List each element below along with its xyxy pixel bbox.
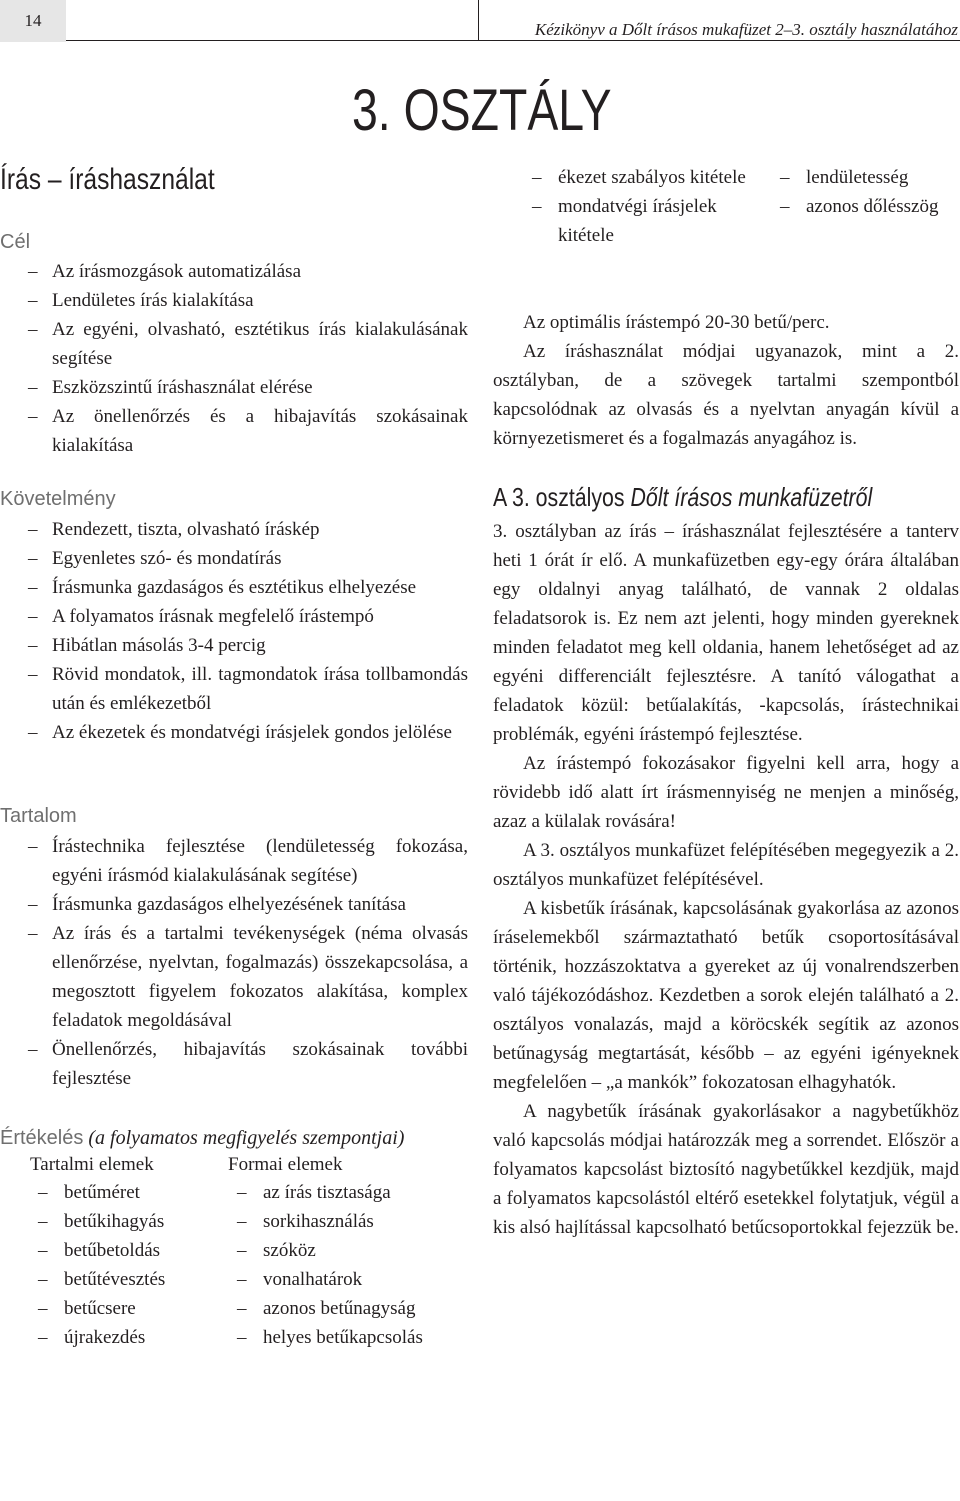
kovetelmeny-list [0, 515, 468, 747]
right-list-col1 [532, 163, 752, 250]
list-item: – Írásmunka gazdaságos elhelyezésének tanítása [0, 890, 468, 919]
list-item: – helyes betűkapcsolás [237, 1323, 423, 1352]
list-item: – lendületesség [780, 163, 960, 192]
section-title-plain: A 3. osztályos [493, 482, 631, 512]
list-item: – Eszközszintű íráshasználat elérése [0, 373, 468, 402]
section-title-italic: Dőlt írásos munkafüzetről [630, 482, 873, 512]
list-item: – azonos dőlésszög [780, 192, 960, 221]
header-rule [66, 40, 960, 41]
list-item: – mondatvégi írásjelek kitétele [532, 192, 752, 250]
list-item: – A folyamatos írásnak megfelelő írástempó [0, 602, 468, 631]
paragraph: A kisbetűk írásának, kapcsolásának gyakorlása az azonos íráselemekből származtatható betűk csoportosításával történik, hozzászoktatva a gyereket az új vonalrendszerben való tájékozódáshoz. Kezdetben a sorok elején található a 2. osztályos vonalazás, majd a köröcskék segítik az azonos betűnagyság megtartását, később – az egyéni igényeknek megfelelően – „a mankók” fokozatosan elhagyhatók. [493, 898, 959, 1093]
list-item: – Az írás és a tartalmi tevékenységek (néma olvasás ellenőrzése, nyelvtan, fogalmazás) összekapcsolása, a megosztott figyelem fokozatos alakítása, komplex feladatok megoldásával [0, 919, 468, 1035]
section-label-cel: Cél [0, 231, 31, 253]
grade-title: 3. OSZTÁLY [352, 78, 612, 143]
list-item: – Írásmunka gazdaságos és esztétikus elhelyezése [0, 573, 468, 602]
list-item: – sorkihasználás [237, 1207, 423, 1236]
paragraph: A nagybetűk írásának gyakorlásakor a nagybetűkhöz való kapcsolás módjai határozzák meg a sorrendet. Először a folyamatos kapcsolást biztosító nagybetűkkel kezdjük, majd a folyamatos kapcsolástól eltérő esetekkel folytatjuk, végül a kis alsó hajlítással kapcsolható betűcsoportokkal fejezzük be. [493, 1101, 959, 1238]
section-title-workbook [493, 480, 872, 514]
list-item: – betűcsere [38, 1294, 165, 1323]
header-divider [478, 0, 479, 40]
content-elements-header: Tartalmi elemek [30, 1154, 154, 1175]
topic-title: Írás – íráshasználat [0, 163, 215, 196]
list-item: – Írástechnika fejlesztése (lendületesség fokozása, egyéni írásmód kialakulásának segítése) [0, 832, 468, 890]
paragraph: A 3. osztályos munkafüzet felépítésében megegyezik a 2. osztályos munkafüzet felépítésével. [493, 840, 959, 890]
paragraph: Az írástempó fokozásakor figyelni kell arra, hogy a rövidebb idő alatt írt írásmennyiség ne menjen a minőség, azaz a külalak rovására! [493, 753, 959, 832]
cel-list [0, 257, 468, 460]
ertekeles-subtitle: (a folyamatos megfigyelés szempontjai) [88, 1127, 405, 1149]
list-item: – betűkihagyás [38, 1207, 165, 1236]
list-item: – újrakezdés [38, 1323, 165, 1352]
page-number: 14 [0, 0, 66, 42]
right-list-col2 [780, 163, 960, 221]
running-title: Kézikönyv a Dőlt írásos mukafüzet 2–3. osztály használatához [534, 20, 958, 39]
list-item: – betűbetoldás [38, 1236, 165, 1265]
section-label-kovetelmeny: Követelmény [0, 488, 116, 510]
paragraph-tempo: Az optimális írástempó 20-30 betű/perc. [523, 312, 830, 333]
section-label-tartalom: Tartalom [0, 805, 77, 827]
list-item: – vonalhatárok [237, 1265, 423, 1294]
workbook-body [493, 517, 959, 1242]
paragraph-usage: Az íráshasználat módjai ugyanazok, mint a 2. osztályban, de a szövegek tartalmi szempontból kapcsolódnak az olvasás és a nyelvtan anyagán kívül a környezetismeret és a fogalmazás anyagához is. [493, 341, 959, 449]
content-elements-list [38, 1178, 165, 1352]
tartalom-list [0, 832, 468, 1093]
list-item: – Az önellenőrzés és a hibajavítás szokásainak kialakítása [0, 402, 468, 460]
list-item: – Rendezett, tiszta, olvasható íráskép [0, 515, 468, 544]
section-ertekeles [0, 1123, 404, 1153]
list-item: – Lendületes írás kialakítása [0, 286, 468, 315]
list-item: – az írás tisztasága [237, 1178, 423, 1207]
list-item: – Egyenletes szó- és mondatírás [0, 544, 468, 573]
list-item: – ékezet szabályos kitétele [532, 163, 752, 192]
list-item: – Önellenőrzés, hibajavítás szokásainak további fejlesztése [0, 1035, 468, 1093]
form-elements-header: Formai elemek [228, 1154, 343, 1175]
list-item: – Rövid mondatok, ill. tagmondatok írása tollbamondás után és emlékezetből [0, 660, 468, 718]
list-item: – betűtévesztés [38, 1265, 165, 1294]
paragraph: 3. osztályban az írás – íráshasználat fejlesztésére a tanterv heti 1 órát ír elő. A munkafüzetben egy-egy órára általában egy oldalnyi anyag található, de vannak 2 oldalas feladatsorok is. Ez nem azt jelenti, hogy minden gyereknek minden feladatot meg kell oldania, hanem lehetőséget ad az egyéni differenciált fejlesztésre. A tanító válogathat a feladatok közül: betűalakítás, -kapcsolás, írástechnikai problémák, egyéni írástempó fejlesztése. [493, 521, 959, 745]
list-item: – Az írásmozgások automatizálása [0, 257, 468, 286]
list-item: – azonos betűnagyság [237, 1294, 423, 1323]
section-label-ertekeles: Értékelés [0, 1127, 84, 1149]
list-item: – Az ékezetek és mondatvégi írásjelek gondos jelölése [0, 718, 468, 747]
list-item: – Hibátlan másolás 3-4 percig [0, 631, 468, 660]
form-elements-list [237, 1178, 423, 1352]
list-item: – betűméret [38, 1178, 165, 1207]
list-item: – szóköz [237, 1236, 423, 1265]
list-item: – Az egyéni, olvasható, esztétikus írás kialakulásának segítése [0, 315, 468, 373]
